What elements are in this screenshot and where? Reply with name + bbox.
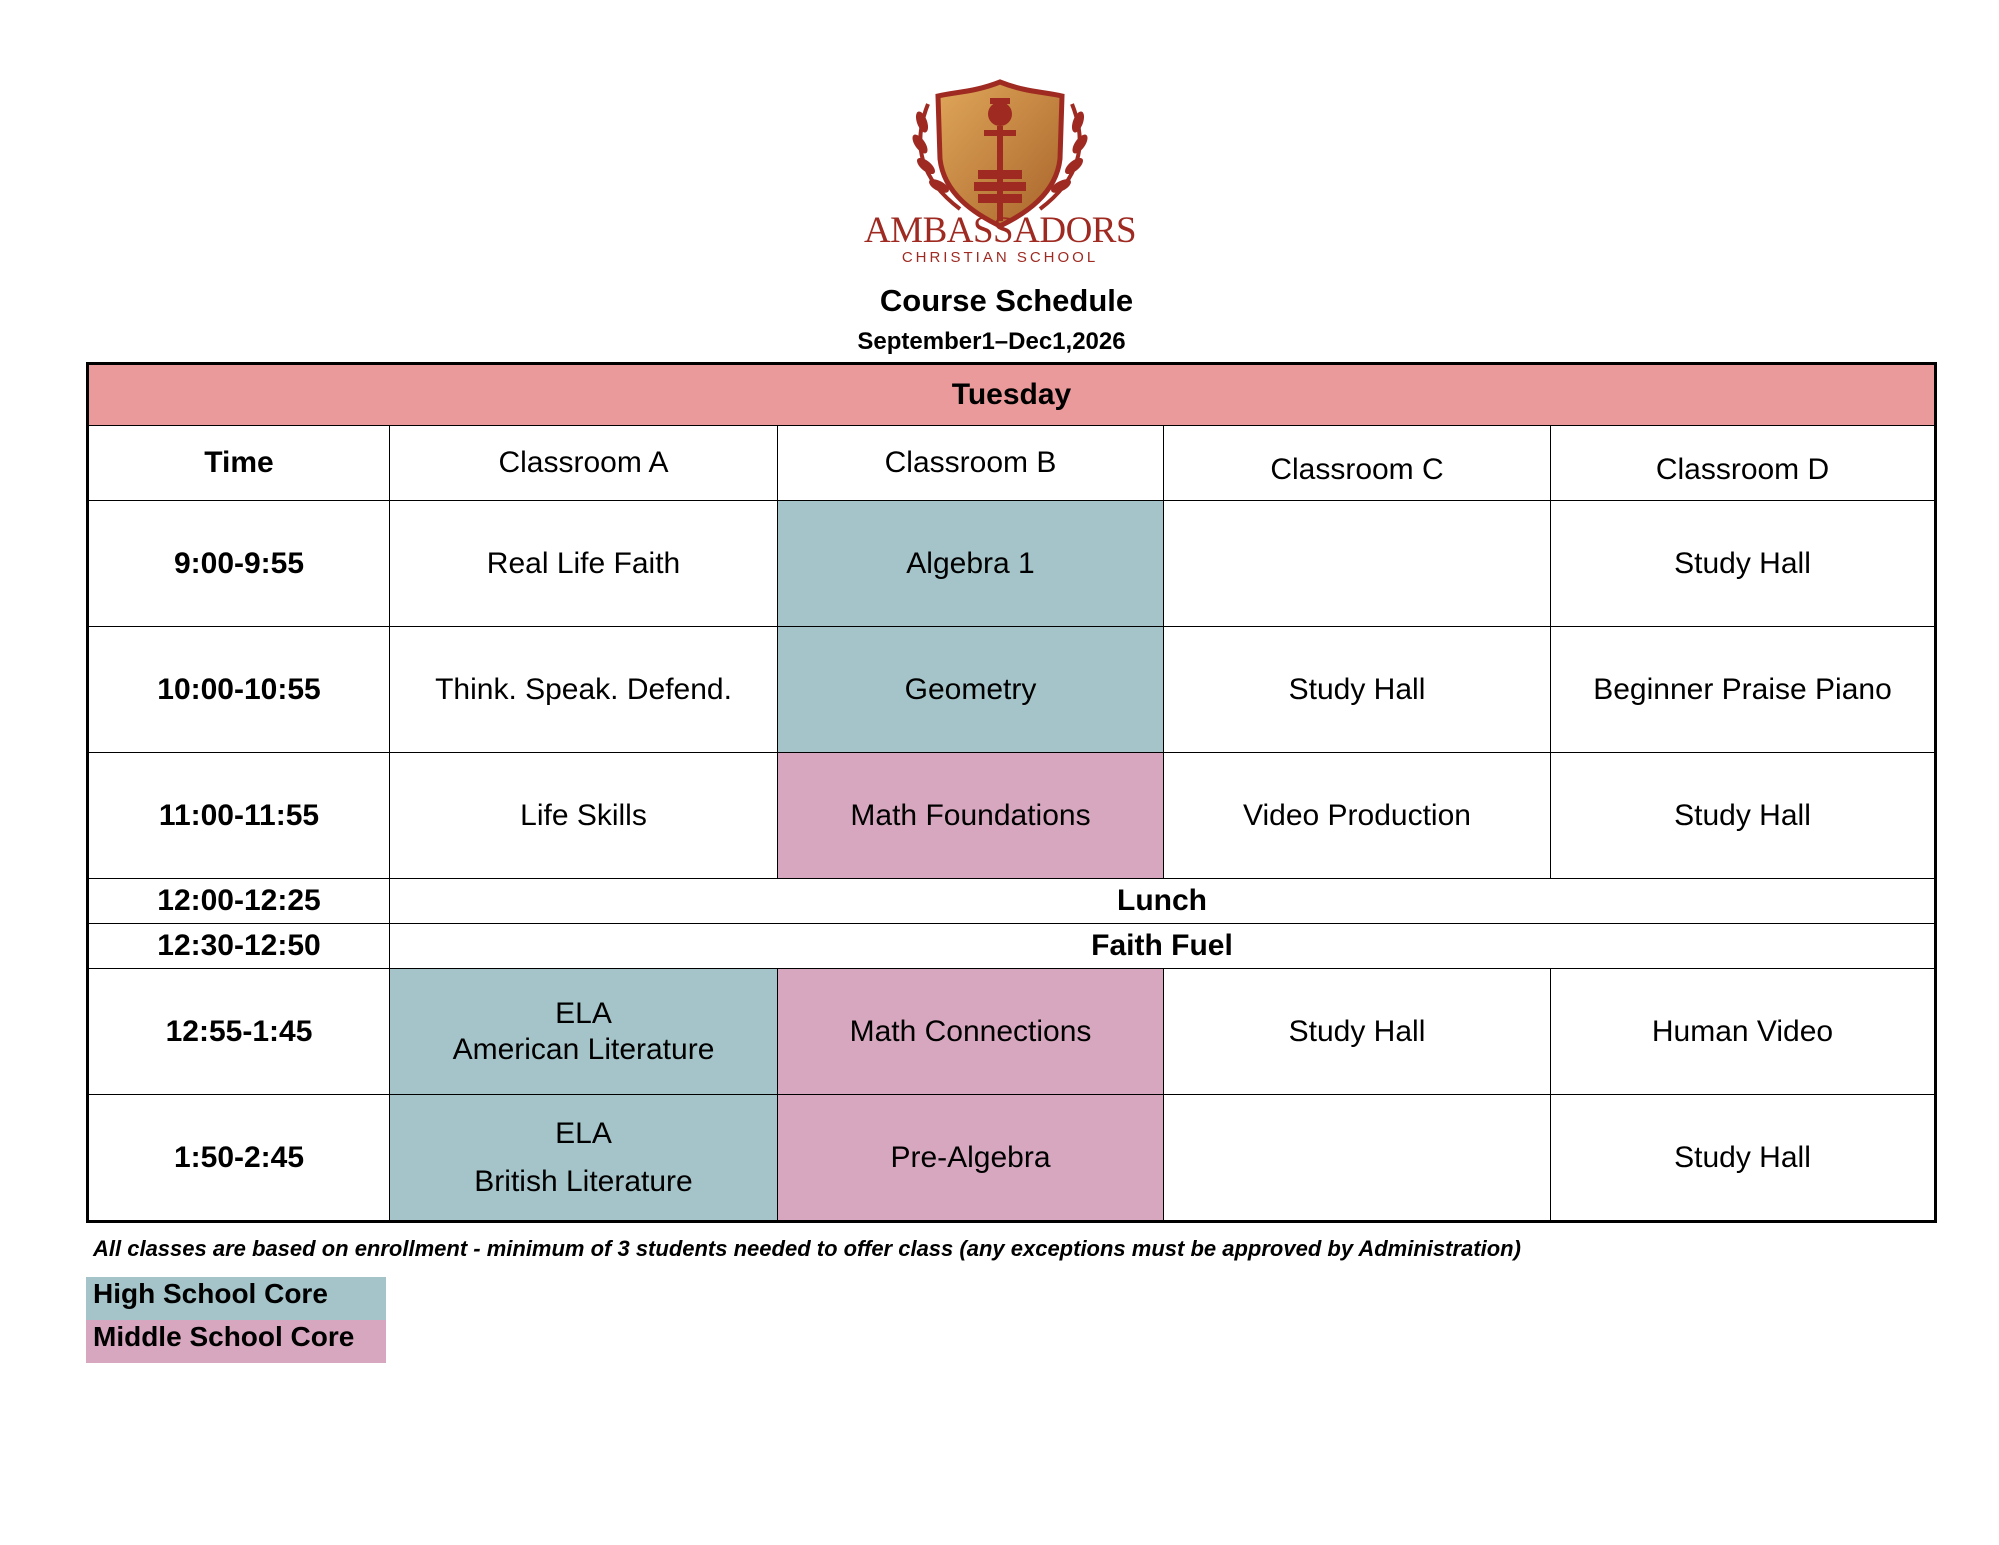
column-header-classroom-d: Classroom D	[1551, 426, 1936, 501]
time-cell: 9:00-9:55	[88, 501, 390, 627]
table-row	[88, 627, 1936, 753]
page-title: Course Schedule	[879, 283, 1134, 318]
class-cell-line: ELA	[555, 996, 612, 1030]
class-cell: Math Foundations	[778, 753, 1164, 879]
class-cell: Pre-Algebra	[778, 1095, 1164, 1222]
time-cell: 1:50-2:45	[88, 1095, 390, 1222]
table-row	[88, 1095, 1936, 1222]
table-row	[88, 969, 1936, 1095]
class-cell: Algebra 1	[778, 501, 1164, 627]
class-cell-line: American Literature	[452, 1032, 715, 1066]
column-header-classroom-c: Classroom C	[1164, 426, 1551, 501]
class-cell: Study Hall	[1164, 969, 1551, 1095]
day-header-row	[88, 364, 1936, 426]
class-cell: Math Connections	[778, 969, 1164, 1095]
class-cell	[1164, 501, 1551, 627]
class-cell: Beginner Praise Piano	[1551, 627, 1936, 753]
class-cell-line: British Literature	[474, 1164, 693, 1198]
faith-fuel-cell: Faith Fuel	[390, 924, 1936, 969]
time-cell: 12:00-12:25	[88, 879, 390, 924]
table-row	[88, 501, 1936, 627]
schedule-table	[86, 362, 1937, 1223]
time-cell: 10:00-10:55	[88, 627, 390, 753]
class-cell: Video Production	[1164, 753, 1551, 879]
class-cell: Real Life Faith	[390, 501, 778, 627]
column-header-row	[88, 426, 1936, 501]
class-cell: Human Video	[1551, 969, 1936, 1095]
logo-name: AMBASSADORS	[863, 210, 1137, 251]
legend	[86, 1277, 386, 1363]
time-cell: 11:00-11:55	[88, 753, 390, 879]
day-header: Tuesday	[88, 364, 1936, 426]
class-cell	[390, 1095, 778, 1222]
enrollment-note: All classes are based on enrollment - minimum of 3 students needed to offer class (any exceptions must be approved by Administration)	[93, 1236, 1521, 1261]
class-cell: Study Hall	[1551, 501, 1936, 627]
table-row	[88, 924, 1936, 969]
legend-middle-school-core: Middle School Core	[86, 1320, 386, 1363]
logo-text	[860, 212, 1140, 266]
column-header-time: Time	[88, 426, 390, 501]
date-range: September1–Dec1,2026	[857, 328, 1126, 355]
table-row	[88, 753, 1936, 879]
legend-high-school-core: High School Core	[86, 1277, 386, 1320]
column-header-classroom-b: Classroom B	[778, 426, 1164, 501]
class-cell: Study Hall	[1551, 753, 1936, 879]
table-row	[88, 879, 1936, 924]
class-cell-line: ELA	[555, 1116, 612, 1150]
class-cell	[390, 969, 778, 1095]
column-header-classroom-a: Classroom A	[390, 426, 778, 501]
time-cell: 12:55-1:45	[88, 969, 390, 1095]
class-cell: Think. Speak. Defend.	[390, 627, 778, 753]
class-cell	[1164, 1095, 1551, 1222]
time-cell: 12:30-12:50	[88, 924, 390, 969]
class-cell: Study Hall	[1551, 1095, 1936, 1222]
logo-tagline: CHRISTIAN SCHOOL	[901, 249, 1099, 266]
class-cell: Life Skills	[390, 753, 778, 879]
class-cell: Study Hall	[1164, 627, 1551, 753]
lunch-cell: Lunch	[390, 879, 1936, 924]
class-cell: Geometry	[778, 627, 1164, 753]
